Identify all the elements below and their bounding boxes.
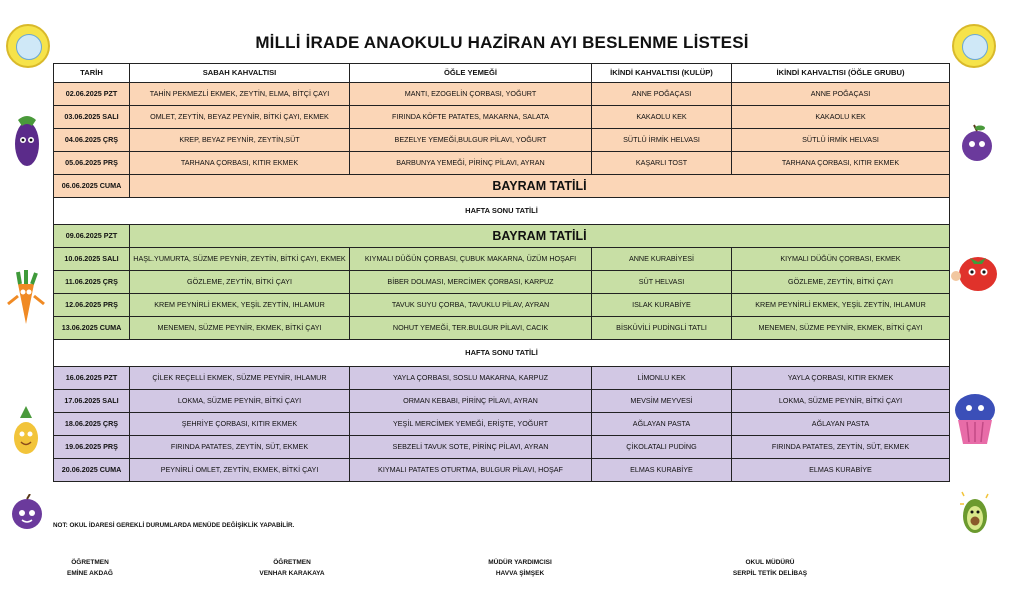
club-snack-cell: ANNE KURABİYESİ	[592, 248, 732, 271]
club-snack-cell: SÜT HELVASI	[592, 271, 732, 294]
noon-group-snack-cell: TARHANA ÇORBASI, KITIR EKMEK	[732, 152, 950, 175]
header-breakfast: SABAH KAHVALTISI	[130, 64, 350, 83]
lunch-cell: BİBER DOLMASI, MERCİMEK ÇORBASI, KARPUZ	[350, 271, 592, 294]
lunch-cell: BARBUNYA YEMEĞİ, PİRİNÇ PİLAVI, AYRAN	[350, 152, 592, 175]
menu-row	[54, 390, 950, 413]
date-cell: 06.06.2025 CUMA	[54, 175, 130, 198]
lunch-cell: BEZELYE YEMEĞİ,BULGUR PİLAVI, YOĞURT	[350, 129, 592, 152]
breakfast-cell: ÇİLEK REÇELLİ EKMEK, SÜZME PEYNİR, IHLAMUR	[130, 367, 350, 390]
menu-row	[54, 317, 950, 340]
date-cell: 19.06.2025 PRŞ	[54, 436, 130, 459]
avocado-icon	[958, 488, 992, 536]
carrot-icon	[4, 270, 48, 326]
weekend-cell: HAFTA SONU TATİLİ	[54, 198, 950, 225]
lunch-cell: KIYMALI PATATES OTURTMA, BULGUR PİLAVI, HOŞAF	[350, 459, 592, 482]
club-snack-cell: SÜTLÜ İRMİK HELVASI	[592, 129, 732, 152]
noon-group-snack-cell: ANNE POĞAÇASI	[732, 83, 950, 106]
breakfast-cell: PEYNİRLİ OMLET, ZEYTİN, EKMEK, BİTKİ ÇAYI	[130, 459, 350, 482]
lunch-cell: YEŞİL MERCİMEK YEMEĞİ, ERİŞTE, YOĞURT	[350, 413, 592, 436]
noon-group-snack-cell: LOKMA, SÜZME PEYNİR, BİTKİ ÇAYI	[732, 390, 950, 413]
signature-role: MÜDÜR YARDIMCISI	[488, 559, 552, 566]
menu-row	[54, 367, 950, 390]
pineapple-icon	[10, 406, 42, 458]
signature-teacher-2	[252, 557, 332, 579]
signature-name: SERPİL TETİK DELİBAŞ	[732, 570, 808, 577]
menu-row	[54, 129, 950, 152]
breakfast-cell: TAHİN PEKMEZLİ EKMEK, ZEYTİN, ELMA, BİTÇİ ÇAYI	[130, 83, 350, 106]
breakfast-cell: ŞEHRİYE ÇORBASI, KITIR EKMEK	[130, 413, 350, 436]
club-snack-cell: ANNE POĞAÇASI	[592, 83, 732, 106]
menu-row	[54, 271, 950, 294]
header-afternoon-noon-group: İKİNDİ KAHVALTISI (ÖĞLE GRUBU)	[732, 64, 950, 83]
noon-group-snack-cell: MENEMEN, SÜZME PEYNİR, EKMEK, BİTKİ ÇAYI	[732, 317, 950, 340]
lunch-cell: FIRINDA KÖFTE PATATES, MAKARNA, SALATA	[350, 106, 592, 129]
header-afternoon-club: İKİNDİ KAHVALTISI (KULÜP)	[592, 64, 732, 83]
eggplant-icon	[12, 110, 42, 168]
weekend-row	[54, 198, 950, 225]
club-snack-cell: MEVSİM MEYVESİ	[592, 390, 732, 413]
signature-role: ÖĞRETMEN	[273, 559, 311, 566]
page-title: MİLLİ İRADE ANAOKULU HAZİRAN AYI BESLENME LİSTESİ	[255, 33, 749, 52]
header-lunch: ÖĞLE YEMEĞİ	[350, 64, 592, 83]
noon-group-snack-cell: KREM PEYNİRLİ EKMEK, YEŞİL ZEYTİN, IHLAMUR	[732, 294, 950, 317]
noon-group-snack-cell: ELMAS KURABİYE	[732, 459, 950, 482]
plum-right-icon	[960, 124, 994, 164]
date-cell: 04.06.2025 ÇRŞ	[54, 129, 130, 152]
menu-row	[54, 248, 950, 271]
holiday-row	[54, 225, 950, 248]
breakfast-cell: GÖZLEME, ZEYTİN, BİTKİ ÇAYI	[130, 271, 350, 294]
lunch-cell: KIYMALI DÜĞÜN ÇORBASI, ÇUBUK MAKARNA, ÜZÜM HOŞAFI	[350, 248, 592, 271]
club-snack-cell: LİMONLU KEK	[592, 367, 732, 390]
club-snack-cell: KAKAOLU KEK	[592, 106, 732, 129]
date-cell: 20.06.2025 CUMA	[54, 459, 130, 482]
signature-name: VENHAR KARAKAYA	[259, 570, 325, 577]
date-cell: 02.06.2025 PZT	[54, 83, 130, 106]
breakfast-cell: KREP, BEYAZ PEYNİR, ZEYTİN,SÜT	[130, 129, 350, 152]
date-cell: 12.06.2025 PRŞ	[54, 294, 130, 317]
date-cell: 13.06.2025 CUMA	[54, 317, 130, 340]
date-cell: 05.06.2025 PRŞ	[54, 152, 130, 175]
breakfast-cell: TARHANA ÇORBASI, KITIR EKMEK	[130, 152, 350, 175]
weekend-row	[54, 340, 950, 367]
breakfast-cell: KREM PEYNİRLİ EKMEK, YEŞİL ZEYTİN, IHLAMUR	[130, 294, 350, 317]
date-cell: 17.06.2025 SALI	[54, 390, 130, 413]
nutrition-table	[53, 63, 950, 482]
table-body	[54, 83, 950, 482]
breakfast-cell: MENEMEN, SÜZME PEYNİR, EKMEK, BİTKİ ÇAYI	[130, 317, 350, 340]
signature-role: ÖĞRETMEN	[71, 559, 109, 566]
noon-group-snack-cell: KAKAOLU KEK	[732, 106, 950, 129]
date-cell: 18.06.2025 ÇRŞ	[54, 413, 130, 436]
tomato-icon	[950, 250, 1002, 294]
date-cell: 09.06.2025 PZT	[54, 225, 130, 248]
header-date: TARİH	[54, 64, 130, 83]
menu-row	[54, 413, 950, 436]
club-snack-cell: ISLAK KURABİYE	[592, 294, 732, 317]
lunch-cell: TAVUK SUYU ÇORBA, TAVUKLU PİLAV, AYRAN	[350, 294, 592, 317]
holiday-cell: BAYRAM TATİLİ	[130, 225, 950, 248]
lunch-cell: NOHUT YEMEĞİ, TER.BULGUR PİLAVI, CACIK	[350, 317, 592, 340]
footer-note: NOT: OKUL İDARESİ GEREKLİ DURUMLARDA MENÜDE DEĞİŞİKLİK YAPABİLİR.	[53, 522, 295, 529]
menu-row	[54, 436, 950, 459]
signature-principal	[720, 557, 820, 579]
lunch-cell: ORMAN KEBABI, PİRİNÇ PİLAVI, AYRAN	[350, 390, 592, 413]
lunch-cell: MANTI, EZOGELİN ÇORBASI, YOĞURT	[350, 83, 592, 106]
noon-group-snack-cell: SÜTLÜ İRMİK HELVASI	[732, 129, 950, 152]
menu-row	[54, 106, 950, 129]
club-snack-cell: BİSKÜVİLİ PUDİNGLİ TATLI	[592, 317, 732, 340]
signature-teacher-1	[60, 557, 120, 579]
lunch-cell: SEBZELİ TAVUK SOTE, PİRİNÇ PİLAVI, AYRAN	[350, 436, 592, 459]
lunch-cell: YAYLA ÇORBASI, SOSLU MAKARNA, KARPUZ	[350, 367, 592, 390]
holiday-cell: BAYRAM TATİLİ	[130, 175, 950, 198]
weekend-cell: HAFTA SONU TATİLİ	[54, 340, 950, 367]
date-cell: 10.06.2025 SALI	[54, 248, 130, 271]
noon-group-snack-cell: GÖZLEME, ZEYTİN, BİTKİ ÇAYI	[732, 271, 950, 294]
menu-row	[54, 459, 950, 482]
menu-row	[54, 294, 950, 317]
menu-row	[54, 152, 950, 175]
signature-name: EMİNE AKDAĞ	[67, 570, 113, 577]
signature-role: OKUL MÜDÜRÜ	[745, 559, 795, 566]
noon-group-snack-cell: AĞLAYAN PASTA	[732, 413, 950, 436]
club-snack-cell: AĞLAYAN PASTA	[592, 413, 732, 436]
noon-group-snack-cell: FIRINDA PATATES, ZEYTİN, SÜT, EKMEK	[732, 436, 950, 459]
date-cell: 16.06.2025 PZT	[54, 367, 130, 390]
plum-left-icon	[10, 494, 44, 530]
signature-name: HAVVA ŞİMŞEK	[495, 570, 545, 577]
date-cell: 03.06.2025 SALI	[54, 106, 130, 129]
breakfast-cell: OMLET, ZEYTİN, BEYAZ PEYNİR, BİTKİ ÇAYI, EKMEK	[130, 106, 350, 129]
breakfast-cell: FIRINDA PATATES, ZEYTİN, SÜT, EKMEK	[130, 436, 350, 459]
club-snack-cell: ELMAS KURABİYE	[592, 459, 732, 482]
noon-group-snack-cell: YAYLA ÇORBASI, KITIR EKMEK	[732, 367, 950, 390]
club-snack-cell: ÇİKOLATALI PUDİNG	[592, 436, 732, 459]
breakfast-cell: LOKMA, SÜZME PEYNİR, BİTKİ ÇAYI	[130, 390, 350, 413]
signature-vice-principal	[475, 557, 565, 579]
date-cell: 11.06.2025 ÇRŞ	[54, 271, 130, 294]
club-snack-cell: KAŞARLI TOST	[592, 152, 732, 175]
noon-group-snack-cell: KIYMALI DÜĞÜN ÇORBASI, EKMEK	[732, 248, 950, 271]
table-header-row	[54, 64, 950, 83]
blueberry-muffin-icon	[952, 392, 998, 446]
menu-row	[54, 83, 950, 106]
holiday-row	[54, 175, 950, 198]
breakfast-cell: HAŞL.YUMURTA, SÜZME PEYNİR, ZEYTİN, BİTKİ ÇAYI, EKMEK	[130, 248, 350, 271]
